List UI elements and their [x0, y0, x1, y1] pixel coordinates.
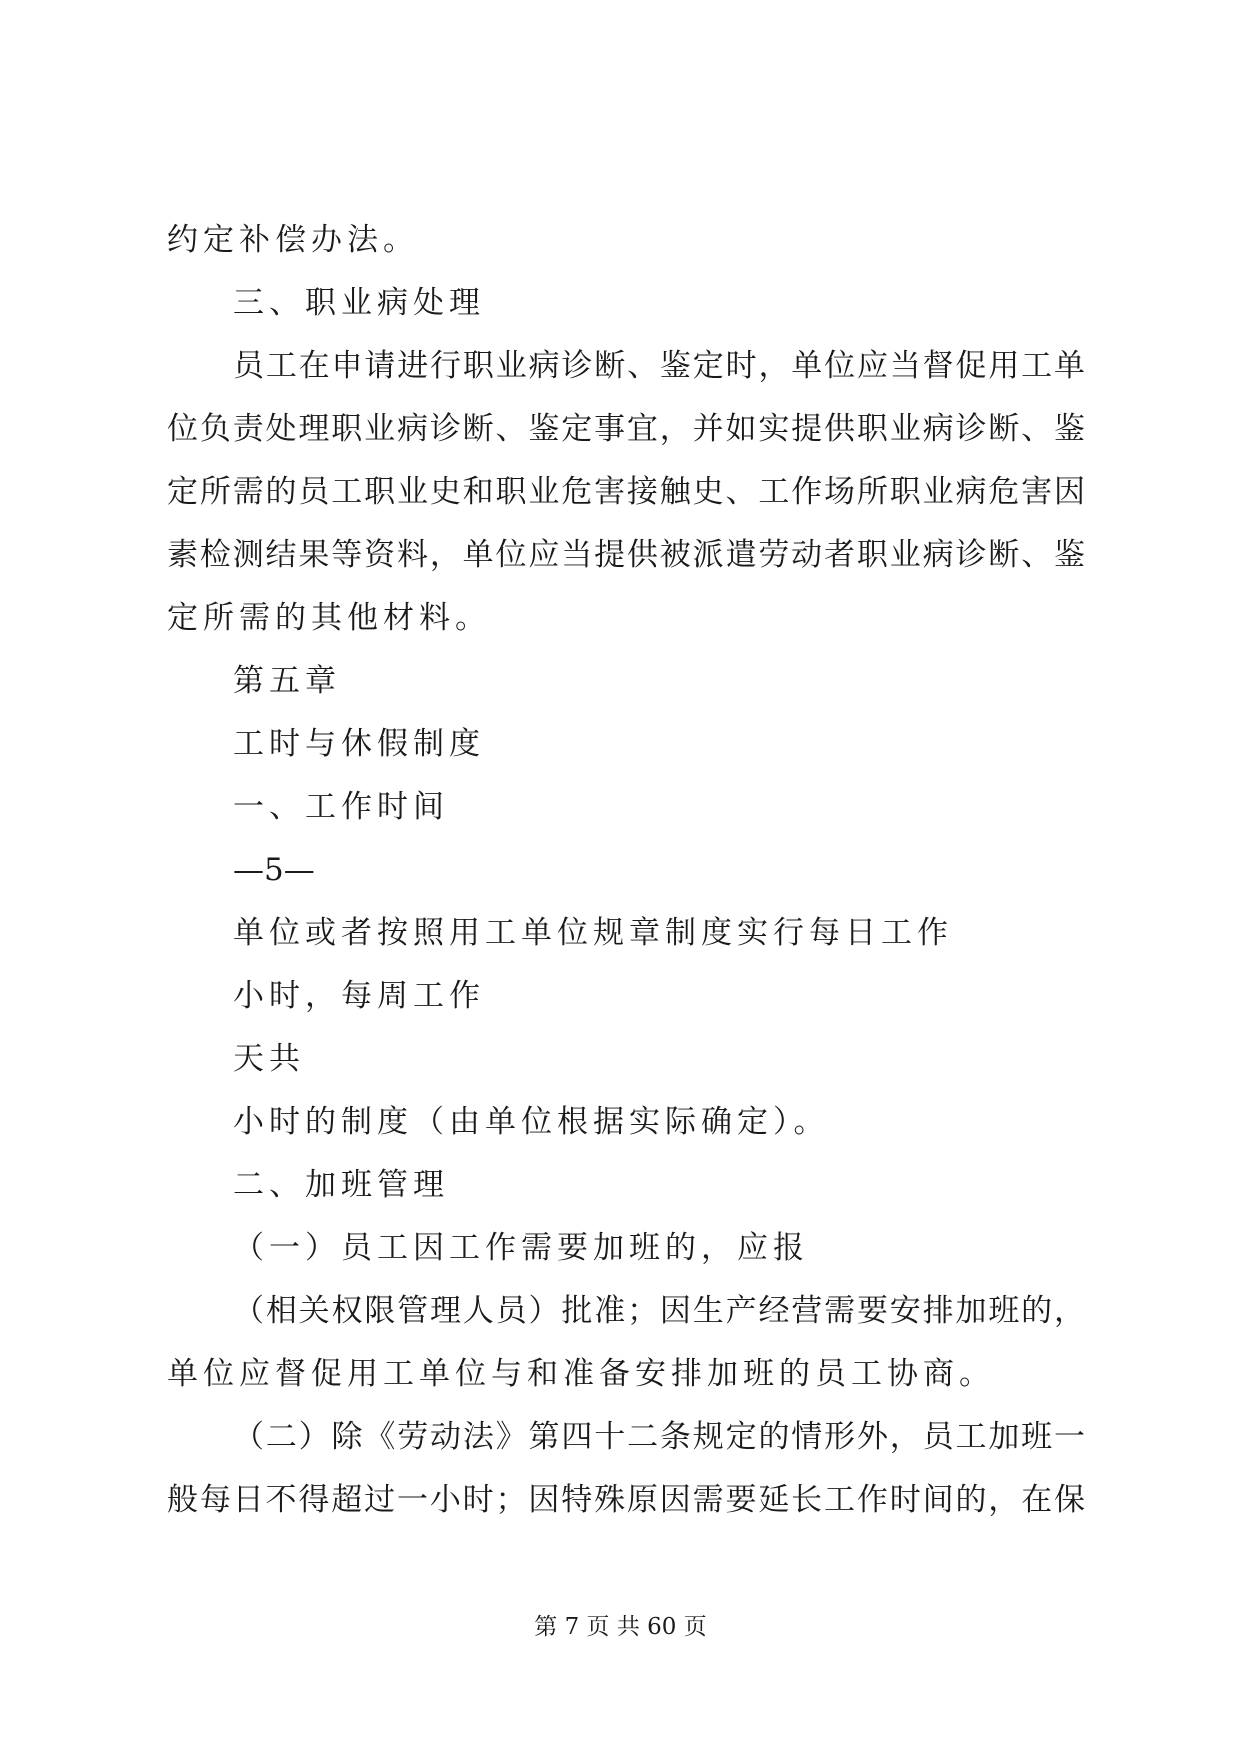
chapter-heading: 第五章 [233, 663, 341, 699]
page-footer: 第 7 页 共 60 页 [534, 1614, 707, 1640]
paragraph-line: 员工在申请进行职业病诊断、鉴定时，单位应当督促用工单 [233, 348, 1085, 384]
page-marker: —5— [233, 852, 315, 888]
paragraph-line: 小时，每周工作 [233, 978, 485, 1014]
paragraph-line: 素检测结果等资料，单位应当提供被派遣劳动者职业病诊断、鉴 [167, 537, 1085, 573]
paragraph-line: 般每日不得超过一小时；因特殊原因需要延长工作时间的，在保 [167, 1482, 1085, 1518]
paragraph-line: 位负责处理职业病诊断、鉴定事宜，并如实提供职业病诊断、鉴 [167, 411, 1085, 447]
paragraph-line: （二）除《劳动法》第四十二条规定的情形外，员工加班一 [233, 1419, 1085, 1455]
paragraph-line: 小时的制度（由单位根据实际确定）。 [233, 1104, 830, 1140]
paragraph-line: （一）员工因工作需要加班的，应报 [233, 1230, 809, 1266]
section-heading: 二、加班管理 [233, 1167, 449, 1203]
text-line: 约定补偿办法。 [167, 222, 419, 258]
chapter-title: 工时与休假制度 [233, 726, 485, 762]
paragraph-line: 定所需的员工职业史和职业危害接触史、工作场所职业病危害因 [167, 474, 1085, 510]
section-heading: 三、职业病处理 [233, 285, 485, 321]
paragraph-line: 单位或者按照用工单位规章制度实行每日工作 [233, 915, 953, 951]
section-heading: 一、工作时间 [233, 789, 449, 825]
paragraph-line: 单位应督促用工单位与和准备安排加班的员工协商。 [167, 1356, 995, 1392]
paragraph-line: （相关权限管理人员）批准；因生产经营需要安排加班的， [233, 1293, 1085, 1329]
paragraph-line: 天共 [233, 1041, 305, 1077]
paragraph-line: 定所需的其他材料。 [167, 600, 491, 636]
